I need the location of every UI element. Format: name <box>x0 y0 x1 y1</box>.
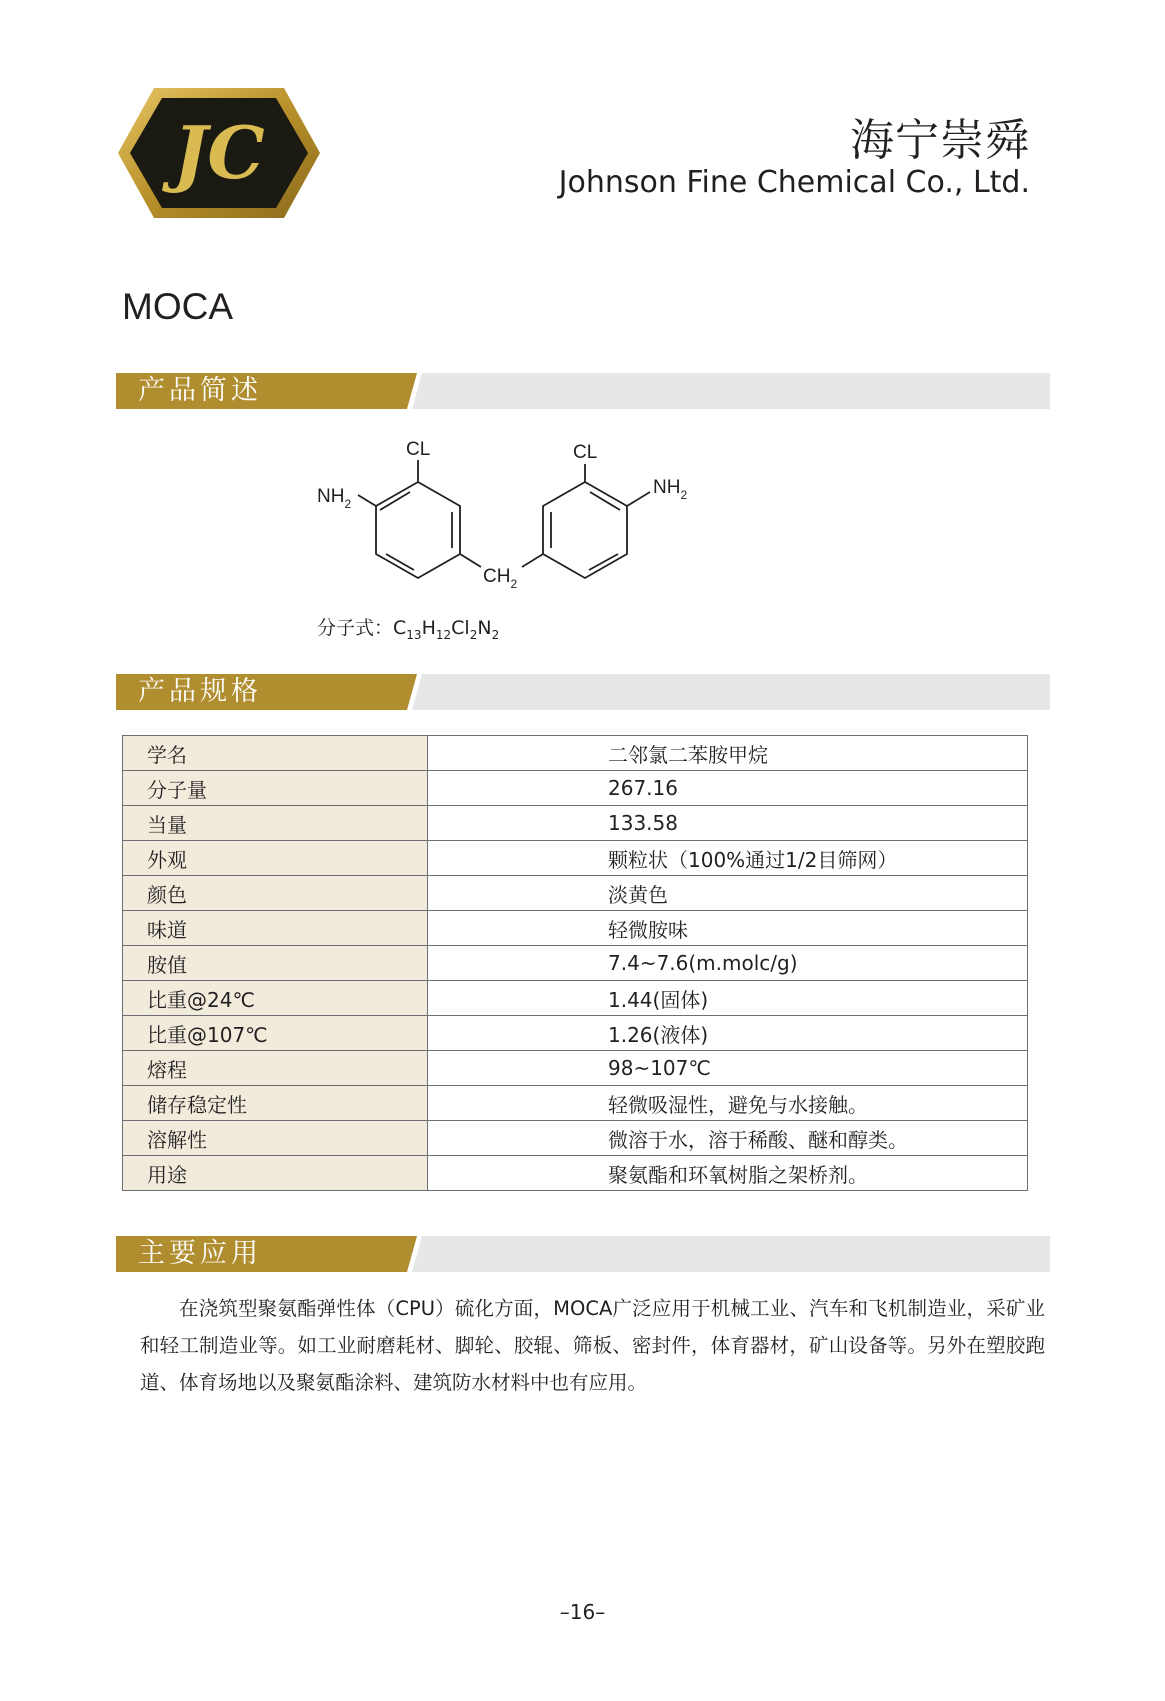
table-row <box>123 981 1028 1016</box>
cl-left-label: CL <box>406 439 431 460</box>
spec-key: 储存稳定性 <box>123 1086 428 1121</box>
table-row <box>123 946 1028 981</box>
spec-value: 轻微吸湿性，避免与水接触。 <box>428 1086 1028 1121</box>
specification-table <box>122 735 1028 1191</box>
section-header-specifications <box>116 674 1050 710</box>
spec-value: 二邻氯二苯胺甲烷 <box>428 736 1028 771</box>
table-row <box>123 1121 1028 1156</box>
spec-key: 溶解性 <box>123 1121 428 1156</box>
nh2-right-label: $NH_2$ <box>653 477 688 502</box>
table-row <box>123 841 1028 876</box>
formula-count: 2 <box>491 627 500 642</box>
company-logo <box>116 86 322 220</box>
formula-label: 分子式： <box>317 617 394 639</box>
spec-value: 淡黄色 <box>428 876 1028 911</box>
spec-key: 比重@24℃ <box>123 981 428 1016</box>
spec-key: 用途 <box>123 1156 428 1191</box>
spec-key: 胺值 <box>123 946 428 981</box>
table-row <box>123 806 1028 841</box>
table-row <box>123 911 1028 946</box>
spec-value: 98~107℃ <box>428 1051 1028 1086</box>
applications-paragraph: 在浇筑型聚氨酯弹性体（CPU）硫化方面，MOCA广泛应用于机械工业、汽车和飞机制造业，采矿业和轻工制造业等。如工业耐磨耗材、脚轮、胶辊、筛板、密封件，体育器材，矿山设备等。另外在塑胶跑道、体育场地以及聚氨酯涂料、建筑防水材料中也有应用。 <box>140 1297 1045 1394</box>
company-name-cn: 海宁崇舜 <box>850 115 1030 166</box>
table-row <box>123 736 1028 771</box>
spec-key: 味道 <box>123 911 428 946</box>
formula-count: 12 <box>435 627 452 642</box>
cl-right-label: CL <box>573 442 598 463</box>
spec-value: 微溶于水，溶于稀酸、醚和醇类。 <box>428 1121 1028 1156</box>
spec-key: 当量 <box>123 806 428 841</box>
formula-symbol: N <box>477 617 492 639</box>
table-row <box>123 1051 1028 1086</box>
spec-value: 轻微胺味 <box>428 911 1028 946</box>
formula-count: 13 <box>406 627 422 642</box>
spec-value: 1.44(固体) <box>428 981 1028 1016</box>
spec-value: 颗粒状（100%通过1/2目筛网） <box>428 841 1028 876</box>
formula-count: 2 <box>469 627 478 642</box>
ch2-label: $CH_2$ <box>483 566 518 591</box>
logo-lettering: JC <box>173 110 265 195</box>
spec-value: 聚氨酯和环氧树脂之架桥剂。 <box>428 1156 1028 1191</box>
product-title: MOCA <box>122 286 233 327</box>
formula-symbol: Cl <box>451 617 470 639</box>
table-row <box>123 1156 1028 1191</box>
spec-key: 外观 <box>123 841 428 876</box>
spec-value: 7.4~7.6(m.molc/g) <box>428 946 1028 981</box>
table-row <box>123 1086 1028 1121</box>
table-row <box>123 876 1028 911</box>
section-header-applications <box>116 1236 1050 1272</box>
spec-key: 比重@107℃ <box>123 1016 428 1051</box>
company-name-en: Johnson Fine Chemical Co., Ltd. <box>558 165 1030 200</box>
section-header-description <box>116 373 1050 409</box>
spec-key: 分子量 <box>123 771 428 806</box>
spec-key: 熔程 <box>123 1051 428 1086</box>
spec-key: 颜色 <box>123 876 428 911</box>
nh2-left-label: $NH_2$ <box>317 486 352 511</box>
page-number: –16– <box>559 1600 606 1624</box>
section-title: 产品简述 <box>138 375 262 406</box>
section-title: 主要应用 <box>138 1238 262 1269</box>
section-title: 产品规格 <box>138 676 262 707</box>
spec-key: 学名 <box>123 736 428 771</box>
table-row <box>123 771 1028 806</box>
spec-value: 1.26(液体) <box>428 1016 1028 1051</box>
spec-value: 267.16 <box>428 771 1028 806</box>
spec-value: 133.58 <box>428 806 1028 841</box>
table-row <box>123 1016 1028 1051</box>
formula-symbol: H <box>421 617 436 639</box>
molecular-formula <box>317 613 499 642</box>
formula-symbol: C <box>393 617 407 639</box>
